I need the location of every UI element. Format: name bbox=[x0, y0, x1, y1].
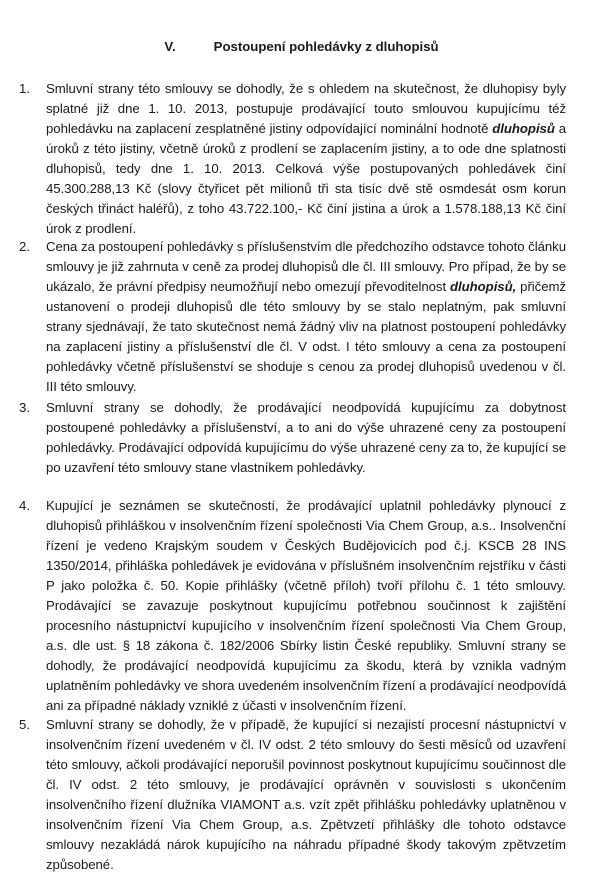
clause-number: 1. bbox=[19, 81, 30, 96]
section-title: Postoupení pohledávky z dluhopisů bbox=[213, 39, 439, 54]
clause-number: 5. bbox=[19, 717, 30, 732]
clause-text bbox=[46, 398, 566, 478]
section-number: V. bbox=[164, 39, 176, 54]
clause-text bbox=[46, 79, 566, 239]
section-heading bbox=[0, 38, 603, 56]
clause-text-part: Smluvní strany této smlouvy se dohodly, že s ohledem na skutečnost, že dluhopisy byly splatné již dne 1. 10. 2013, postupuje prodávající touto smlouvou kupujícímu též pohledávku na zaplacení zesplatněné jistiny odpovídající nominální hodnotě bbox=[46, 81, 566, 136]
clause-number: 3. bbox=[19, 400, 30, 415]
clause-text-part: Kupující je seznámen se skutečností, že prodávající uplatnil pohledávky plynoucí z dluhopisů přihláškou v insolvenčním řízení společnosti Via Chem Group, a.s.. Insolvenční řízení je vedeno Krajským soudem v Českých Budějovicích pod č.j. KSCB 28 INS 1350/2014, přihláška pohledávek je evidována v příslušném insolvenčním rejstříku v části P jako položka č. 50. Kopie přihlášky (včetně příloh) tvoří přílohu č. 1 této smlouvy. Prodávající se zavazuje poskytnout kupujícímu potřebnou součinnost k zajištění procesního nástupnictví kupujícího v insolvenčním řízení společnosti Via Chem Group, a.s. dle ust. § 18 zákona č. 182/2006 Sbírky listin České republiky. Smluvní strany se dohodly, že prodávající neodpovídá kupujícímu za škodu, která by vznikla vadným uplatněním pohledávky ve shora uvedeném insolvenčním řízení a prodávající neodpovídá ani za případné náklady vzniklé z účasti v insolvenčním řízení. bbox=[46, 498, 566, 713]
clause-text bbox=[46, 496, 566, 716]
clause-text bbox=[46, 237, 566, 397]
clause-number: 4. bbox=[19, 498, 30, 513]
clause-text-part: Cena za postoupení pohledávky s příslušenstvím dle předchozího odstavce tohoto článku smlouvy je již zahrnuta v ceně za prodej dluhopisů dle čl. III smlouvy. Pro případ, že by se ukázalo, že právní předpisy neumožňují nebo omezují převoditelnost bbox=[46, 239, 566, 294]
clause-number: 2. bbox=[19, 239, 30, 254]
clause-text-part: přičemž ustanovení o prodeji dluhopisů dle této smlouvy by se stalo neplatným, pak smluvní strany sjednávají, že tato skutečnost nemá žádný vliv na platnost postoupení pohledávky na zaplacení jistiny a příslušenství dle čl. V odst. I této smlouvy a cena za postoupení pohledávky včetně příslušenství se shoduje s cenou za prodej dluhopisů uvedenou v čl. III této smlouvy. bbox=[46, 279, 566, 394]
clause-emphasis: dluhopisů, bbox=[450, 279, 517, 294]
clause-text-part: Smluvní strany se dohodly, že v případě, že kupující si nezajistí procesní nástupnictví v insolvenčním řízení uvedeném v čl. IV odst. 2 této smlouvy do šesti měsíců od uzavření této smlouvy, ačkoli prodávající neporušil povinnost poskytnout kupujícímu součinnost dle čl. IV odst. 2 této smlouvy, je prodávající oprávněn v souvislosti s ukončením insolvenčního řízení dlužníka VIAMONT a.s. vzít zpět přihlášku pohledávky uplatněnou v insolvenčním řízení Via Chem Group, a.s. Zpětvzetí přihlášky dle tohoto odstavce smlouvy nezakládá nárok kupujícího na náhradu případné škody takovým zpětvzetím způsobené. bbox=[46, 717, 566, 872]
clause-text-part: Smluvní strany se dohodly, že prodávající neodpovídá kupujícímu za dobytnost postoupené pohledávky a příslušenství, a to ani do výše uhrazené ceny za postoupení pohledávky. Prodávající odpovídá kupujícímu do výše uhrazené ceny za to, že kupující se po uzavření této smlouvy stane vlastníkem pohledávky. bbox=[46, 400, 566, 475]
clause-text bbox=[46, 715, 566, 875]
clause-text-part: a úroků z této jistiny, včetně úroků z prodlení se zaplacením jistiny, a to ode dne splatnosti dluhopisů, tedy dne 1. 10. 2013. Celková výše postupovaných pohledávek činí 45.300.288,13 Kč (slovy čtyřicet pět milionů tři sta tisíc dvě stě osmdesát osm korun českých třináct haléřů), z toho 43.722.100,- Kč činí jistina a úrok a 1.578.188,13 Kč činí úrok z prodlení. bbox=[46, 121, 567, 236]
clause-emphasis: dluhopisů bbox=[492, 121, 555, 136]
